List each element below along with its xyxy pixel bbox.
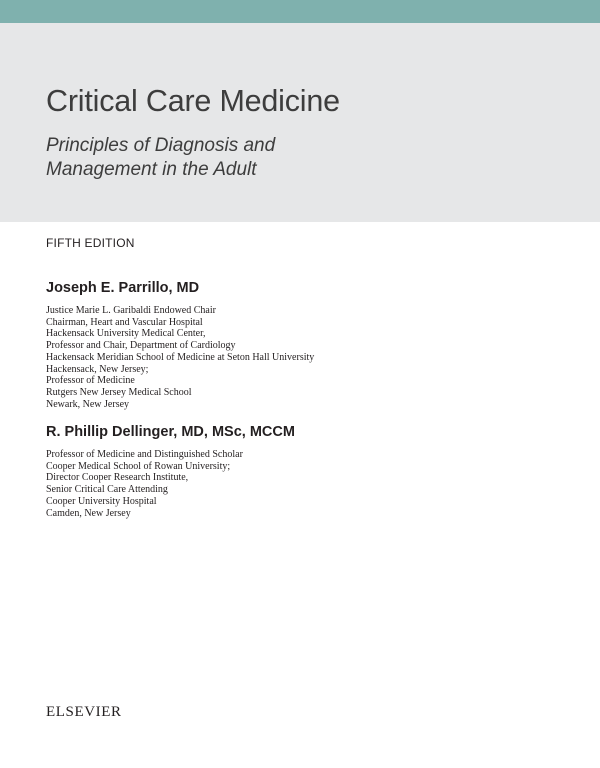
subtitle-line: Principles of Diagnosis and <box>46 135 276 156</box>
book-title: Critical Care Medicine <box>46 84 340 118</box>
author-affiliations <box>46 305 314 410</box>
affiliation-line: Cooper University Hospital <box>46 495 157 507</box>
affiliation-line: Professor of Medicine <box>46 375 135 387</box>
affiliation-line: Cooper Medical School of Rowan University; <box>46 460 231 472</box>
subtitle-line: Management in the Adult <box>46 158 257 180</box>
author-affiliations <box>46 449 243 519</box>
affiliation-line: Chairman, Heart and Vascular Hospital <box>46 316 203 328</box>
affiliation-line: Hackensack, New Jersey; <box>46 363 149 375</box>
affiliation-line: Director Cooper Research Institute, <box>46 472 189 484</box>
publisher-logo-text: ELSEVIER <box>46 704 122 720</box>
affiliation-line: Rutgers New Jersey Medical School <box>46 386 192 398</box>
title-band <box>0 23 600 222</box>
affiliation-line: Camden, New Jersey <box>46 507 131 519</box>
affiliation-line: Newark, New Jersey <box>46 398 130 410</box>
author-name: Joseph E. Parrillo, MD <box>46 280 200 296</box>
edition-label: FIFTH EDITION <box>46 236 135 250</box>
book-subtitle <box>46 134 446 181</box>
affiliation-line: Senior Critical Care Attending <box>46 484 168 496</box>
affiliation-line: Professor of Medicine and Distinguished Scholar <box>46 449 243 460</box>
affiliation-line: Hackensack University Medical Center, <box>46 328 206 340</box>
author-name: R. Phillip Dellinger, MD, MSc, MCCM <box>46 424 295 440</box>
top-accent-bar <box>0 0 600 23</box>
affiliation-line: Professor and Chair, Department of Cardiology <box>46 340 236 352</box>
affiliation-line: Hackensack Meridian School of Medicine at Seton Hall University <box>46 351 315 363</box>
affiliation-line: Justice Marie L. Garibaldi Endowed Chair <box>46 305 216 316</box>
